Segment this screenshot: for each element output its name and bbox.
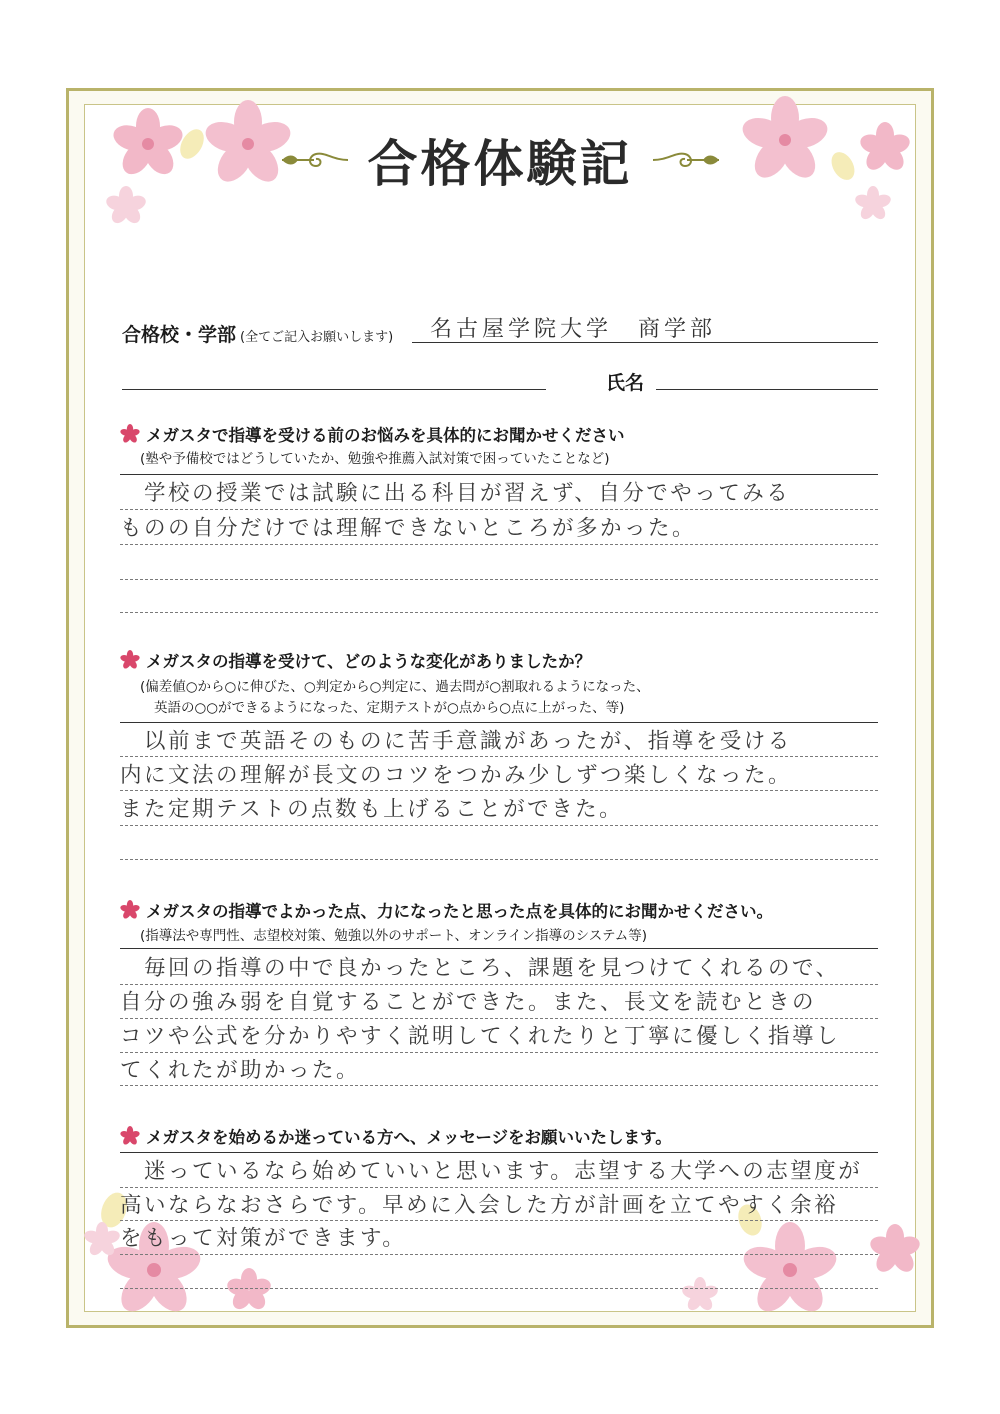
- ruled-line: [120, 948, 878, 949]
- section-1-heading-text: メガスタで指導を受ける前のお悩みを具体的にお聞かせください: [146, 426, 625, 445]
- answer-line: をもって対策ができます。: [120, 1226, 407, 1251]
- answer-line: 自分の強み弱を自覚することができた。また、長文を読むときの: [120, 990, 817, 1015]
- section-3-heading-text: メガスタの指導でよかった点、力になったと思った点を具体的にお聞かせください。: [146, 902, 773, 921]
- blossom-bullet-icon: [120, 424, 140, 444]
- ruled-line: [120, 1152, 878, 1153]
- school-field: [122, 320, 393, 347]
- blossom-bullet-icon: [120, 650, 140, 670]
- answer-line: 以前まで英語そのものに苦手意識があったが、指導を受ける: [120, 729, 792, 754]
- section-4-answer[interactable]: [120, 1152, 878, 1292]
- school-value[interactable]: 名古屋学院大学 商学部: [430, 317, 717, 342]
- blossom-bullet-icon: [120, 1126, 140, 1146]
- ruled-line: [120, 579, 878, 580]
- ruled-line: [120, 859, 878, 860]
- answer-line: コツや公式を分かりやすく説明してくれたりと丁寧に優しく指導し: [120, 1024, 841, 1049]
- ruled-line: [120, 722, 878, 723]
- section-2-note-2: 英語の○○ができるようになった、定期テストが○点から○点に上がった、等): [154, 700, 625, 716]
- section-2-answer[interactable]: [120, 722, 878, 862]
- section-1-heading: [120, 422, 625, 446]
- section-2-heading: [120, 648, 591, 672]
- ruled-line: [120, 474, 878, 475]
- answer-line: 高いならなおさらです。早めに入会した方が計画を立てやすく余裕: [120, 1193, 839, 1218]
- answer-line: 毎回の指導の中で良かったところ、課題を見つけてくれるので、: [120, 956, 840, 981]
- section-1-note: (塾や予備校ではどうしていたか、勉強や推薦入試対策で困っていたことなど): [140, 451, 610, 467]
- section-3-answer[interactable]: [120, 948, 878, 1088]
- ruled-line: [120, 1288, 878, 1289]
- section-2-heading-text: メガスタの指導を受けて、どのような変化がありましたか？: [146, 652, 592, 671]
- left-flourish-icon: [278, 148, 350, 172]
- ruled-line: [120, 612, 878, 613]
- title-area: [0, 122, 1000, 198]
- answer-line: 内に文法の理解が長文のコツをつかみ少しずつ楽しくなった。: [120, 763, 793, 788]
- page-title: 合格体験記: [367, 134, 633, 193]
- section-4-heading-text: メガスタを始めるか迷っている方へ、メッセージをお願いいたします。: [146, 1128, 672, 1147]
- answer-line: ものの自分だけでは理解できないところが多かった。: [120, 516, 697, 541]
- section-3-note: (指導法や専門性、志望校対策、勉強以外のサポート、オンライン指導のシステム等): [140, 928, 648, 944]
- section-3-heading: [120, 898, 773, 922]
- school-label: 合格校・学部: [122, 324, 237, 346]
- name-underline: [656, 389, 878, 390]
- section-1-answer[interactable]: [120, 474, 878, 614]
- right-flourish-icon: [651, 148, 723, 172]
- school-note: (全てご記入お願いします): [240, 330, 394, 345]
- answer-line: 迷っているなら始めていいと思います。志望する大学への志望度が: [120, 1159, 863, 1184]
- answer-line: 学校の授業では試験に出る科目が習えず、自分でやってみる: [120, 481, 791, 506]
- answer-line: また定期テストの点数も上げることができた。: [120, 797, 624, 822]
- blank-underline: [122, 389, 546, 390]
- section-2-note-1: (偏差値○から○に伸びた、○判定から○判定に、過去問が○割取れるようになった、: [140, 679, 650, 695]
- answer-line: てくれたが助かった。: [120, 1058, 361, 1083]
- name-label: 氏名: [606, 372, 645, 394]
- blossom-bullet-icon: [120, 900, 140, 920]
- section-4-heading: [120, 1124, 672, 1148]
- school-underline: [412, 342, 878, 343]
